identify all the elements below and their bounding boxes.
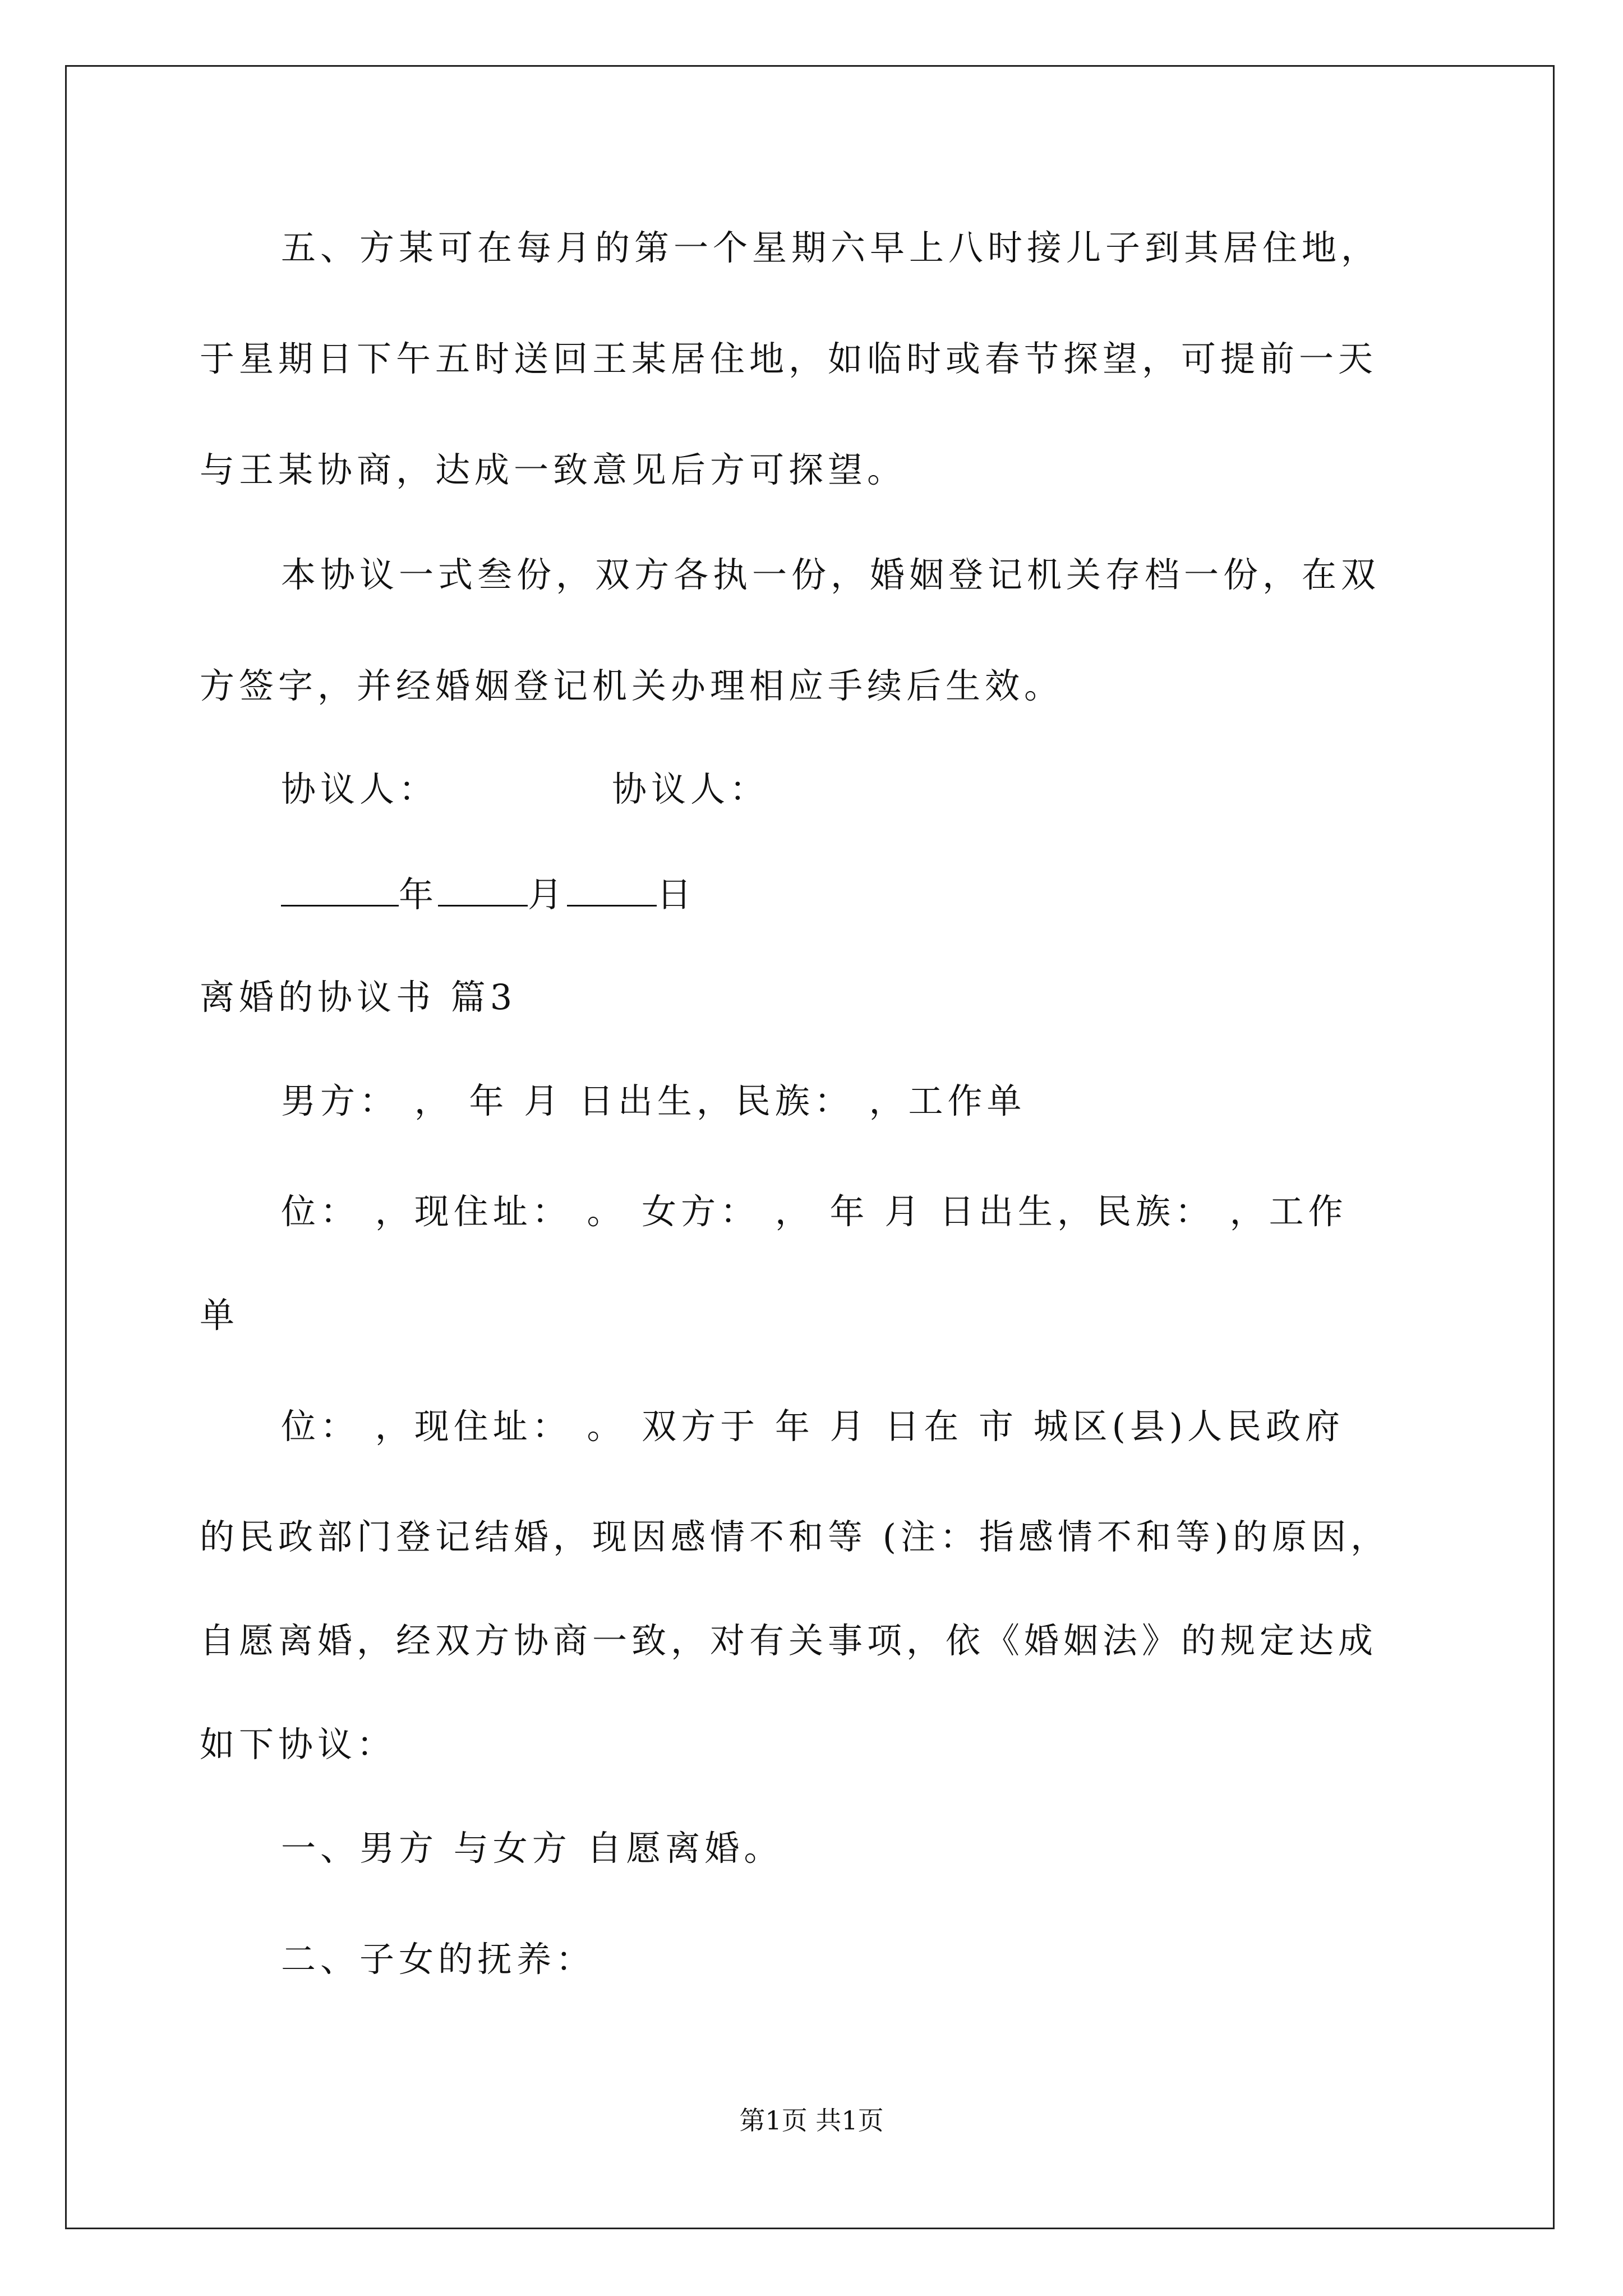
paragraph-line: 于星期日下午五时送回王某居住地，如临时或春节探望，可提前一天	[200, 338, 1378, 379]
page-border	[65, 65, 1555, 2229]
paragraph-line: 方签字，并经婚姻登记机关办理相应手续后生效。	[200, 665, 1064, 706]
page-number-footer: 第1页 共1页	[739, 2105, 884, 2136]
day-label: 日	[657, 874, 697, 915]
paragraph-line: 五、方某可在每月的第一个星期六早上八时接儿子到其居住地，	[281, 227, 1381, 268]
signature-line	[281, 767, 769, 812]
paragraph-line: 二、子女的抚养：	[281, 1939, 596, 1980]
paragraph-line: 如下协议：	[200, 1724, 396, 1765]
signature-label-b: 协议人：	[612, 769, 769, 809]
paragraph-line: 单	[200, 1295, 239, 1336]
day-blank	[567, 872, 657, 907]
paragraph-line: 位： ，现住址： 。 女方： ， 年 月 日出生，民族： ，工作	[281, 1191, 1348, 1232]
paragraph-line: 本协议一式叁份，双方各执一份，婚姻登记机关存档一份，在双	[281, 554, 1381, 595]
section-heading: 离婚的协议书 篇3	[200, 977, 517, 1018]
paragraph-line: 与王某协商，达成一致意见后方可探望。	[200, 449, 907, 490]
paragraph-line: 男方： ， 年 月 日出生，民族： ，工作单	[281, 1080, 1026, 1121]
date-line	[281, 872, 696, 917]
paragraph-line: 一、男方 与女方 自愿离婚。	[281, 1828, 783, 1869]
month-label: 月	[528, 874, 568, 915]
year-blank	[281, 872, 399, 907]
paragraph-line: 的民政部门登记结婚，现因感情不和等 (注：指感情不和等)的原因，	[200, 1516, 1390, 1557]
signature-label-a: 协议人：	[281, 769, 439, 809]
paragraph-line: 位： ，现住址： 。 双方于 年 月 日在 市 城区(县)人民政府	[281, 1406, 1345, 1447]
month-blank	[438, 872, 528, 907]
paragraph-line: 自愿离婚，经双方协商一致，对有关事项，依《婚姻法》的规定达成	[200, 1620, 1378, 1661]
year-label: 年	[399, 874, 439, 915]
